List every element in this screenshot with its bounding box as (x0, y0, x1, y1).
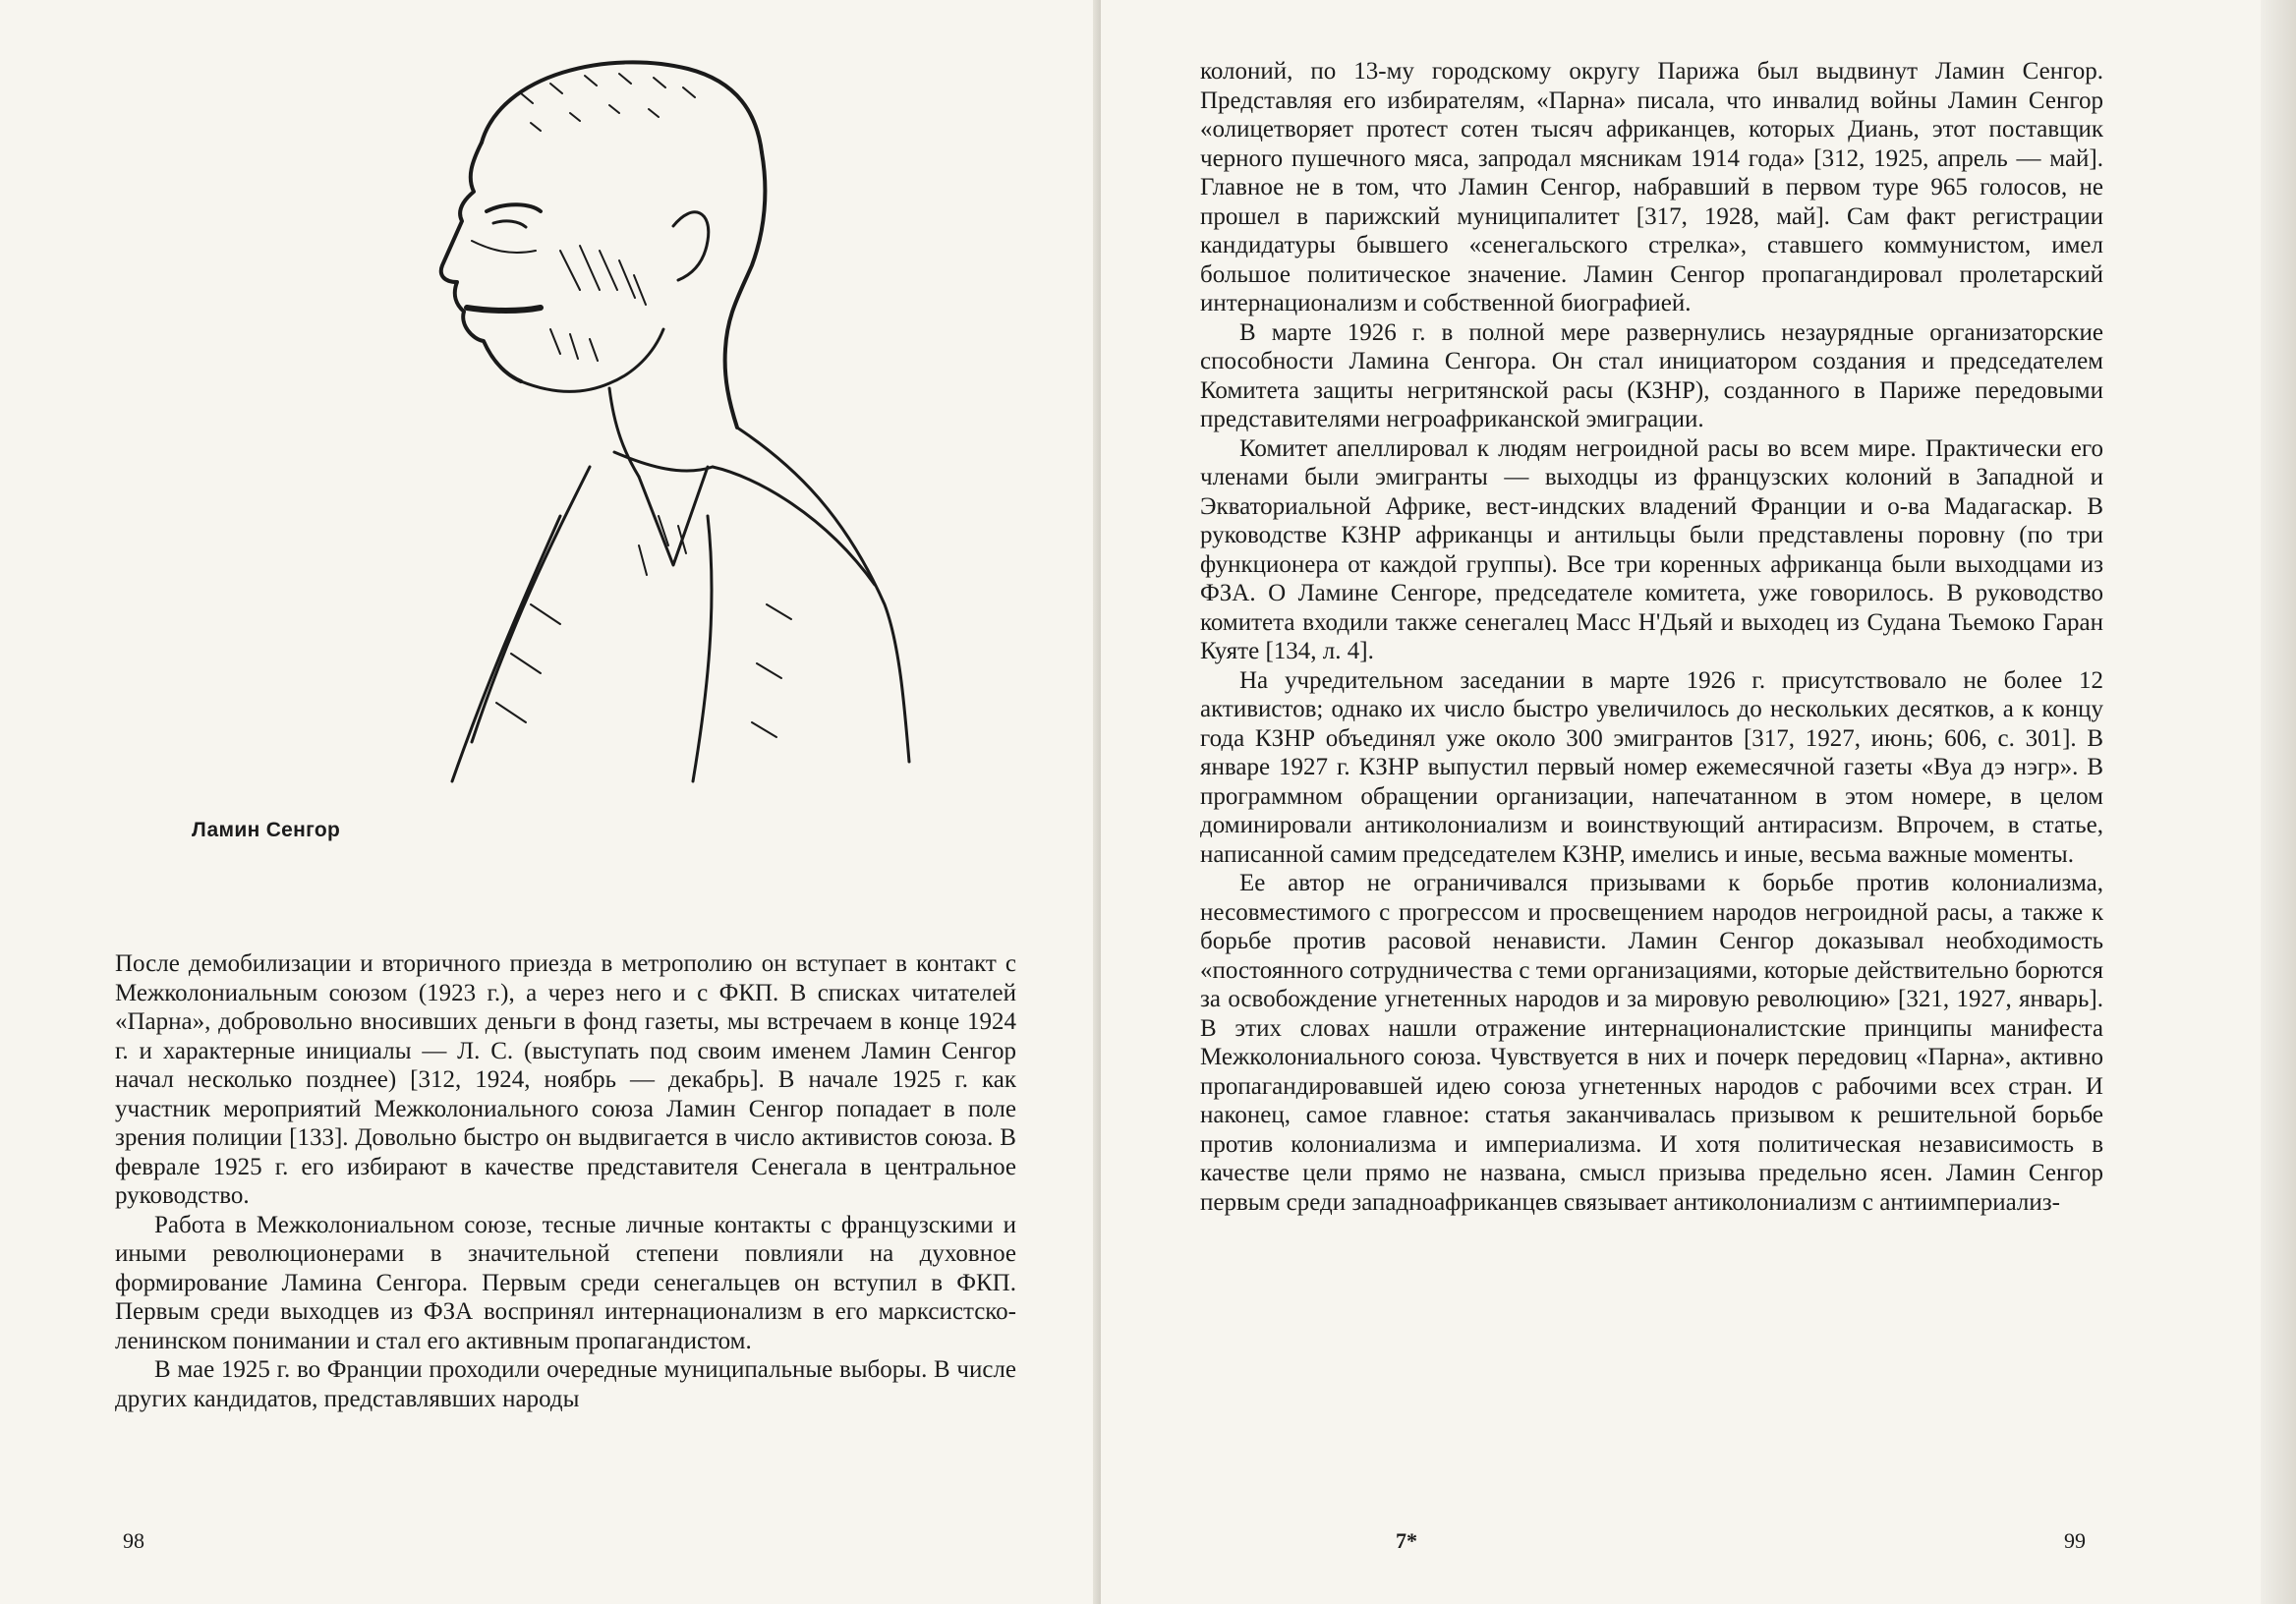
paragraph: Работа в Межколониальном союзе, тесные личные контакты с французскими и иными революционерами в значительной степени повлияли на духовное формирование Ламина Сенгора. Первым среди сенегальцев он вступил в ФКП. Первым среди выходцев из ФЗА воспринял интернационализм в его марксистско-ленинском понимании и стал его активным пропагандистом. (115, 1211, 1016, 1354)
left-body-text (115, 949, 1016, 1413)
paragraph: На учредительном заседании в марте 1926 г. присутствовало не более 12 активистов; однако их число быстро увеличилось до нескольких десятков, а к концу года КЗНР объединял уже около 300 эмигрантов [317, 1927, июнь; 606, с. 301]. В январе 1927 г. КЗНР выпустил первый номер ежемесячной газеты «Вуа дэ нэгр». В программном обращении организации, напечатанном в этом номере, в целом доминировали антиколониализм и воинствующий антирасизм. Впрочем, в статье, написанной самим председателем КЗНР, имелись и иные, весьма важные моменты. (1200, 666, 2103, 868)
paragraph: Ее автор не ограничивался призывами к борьбе против колониализма, несовместимого с прогрессом и просвещением народов негроидной расы, а также к борьбе против расовой ненависти. Ламин Сенгор доказывал необходимость «постоянного сотрудничества с теми организациями, которые действительно борются за освобождение угнетенных народов и за мировую революцию» [321, 1927, январь]. В этих словах нашли отражение интернационалистские принципы манифеста Межколониального союза. Чувствуется в них и почерк передовиц «Парна», активно пропагандировавшей идею союза угнетенных народов с рабочими всех стран. И наконец, самое главное: статья заканчивалась призывом к решительной борьбе против колониализма и империализма. И хотя политическая независимость в качестве цели прямо не названа, смысл призыва предельно ясен. Ламин Сенгор первым среди западноафриканцев связывает антиколониализм с антиимпериализ- (1200, 870, 2103, 1216)
paragraph: колоний, по 13-му городскому округу Парижа был выдвинут Ламин Сенгор. Представляя его избирателям, «Парна» писала, что инвалид войны Ламин Сенгор «олицетворяет протест сотен тысяч африканцев, которых Диань, этот поставщик черного пушечного мяса, запродал мясникам 1914 года» [312, 1925, апрель — май]. Главное не в том, что Ламин Сенгор, набравший в первом туре 965 голосов, не прошел в парижский муниципалитет [317, 1928, май]. Сам факт регистрации кандидатуры бывшего «сенегальского стрелка», ставшего коммунистом, имел большое политическое значение. Ламин Сенгор пропагандировал пролетарский интернационализм и собственной биографией. (1200, 58, 2103, 316)
paragraph: Комитет апеллировал к людям негроидной расы во всем мире. Практически его членами были эмигранты — выходцы из французских колоний в Западной и Экваториальной Африке, вест-индских владений Франции и о-ва Мадагаскар. В руководстве КЗНР африканцы и антильцы были представлены поровну (по три функционера от каждой группы). Все три коренных африканца были выходцами из ФЗА. О Ламине Сенгоре, председателе комитета, уже говорилось. В руководство комитета входили также сенегалец Масс Н'Дьяй и выходец из Судана Тьемоко Гаран Куяте [134, л. 4]. (1200, 434, 2103, 664)
right-page (1101, 0, 2296, 1604)
page-number-left: 98 (123, 1528, 144, 1553)
paragraph: После демобилизации и вторичного приезда в метрополию он вступает в контакт с Межколониальным союзом (1923 г.), а через него и с ФКП. В списках читателей «Парна», добровольно вносивших деньги в фонд газеты, мы встречаем в конце 1924 г. и характерные инициалы — Л. С. (выступать под своим именем Ламин Сенгор начал несколько позднее) [312, 1924, ноябрь — декабрь]. В начале 1925 г. как участник мероприятий Межколониального союза Ламин Сенгор попадает в поле зрения полиции [133]. Довольно быстро он выдвигается в число активистов союза. В феврале 1925 г. его избирают в качестве представителя Сенегала в центральное руководство. (115, 950, 1016, 1209)
page-number-right: 99 (2064, 1528, 2086, 1553)
paragraph: В мае 1925 г. во Франции проходили очередные муниципальные выборы. В числе других кандидатов, представлявших народы (115, 1356, 1016, 1412)
portrait-illustration (413, 54, 963, 806)
signature-mark: 7* (1396, 1528, 1417, 1553)
right-body-text (1200, 57, 2103, 1217)
figure-caption: Ламин Сенгор (192, 819, 341, 841)
page-edge (2261, 0, 2296, 1604)
left-page (0, 0, 1101, 1604)
paragraph: В марте 1926 г. в полной мере развернулись незаурядные организаторские способности Ламина Сенгора. Он стал инициатором создания и председателем Комитета защиты негритянской расы (КЗНР), созданного в Париже передовыми представителями негроафриканской эмиграции. (1200, 318, 2103, 432)
